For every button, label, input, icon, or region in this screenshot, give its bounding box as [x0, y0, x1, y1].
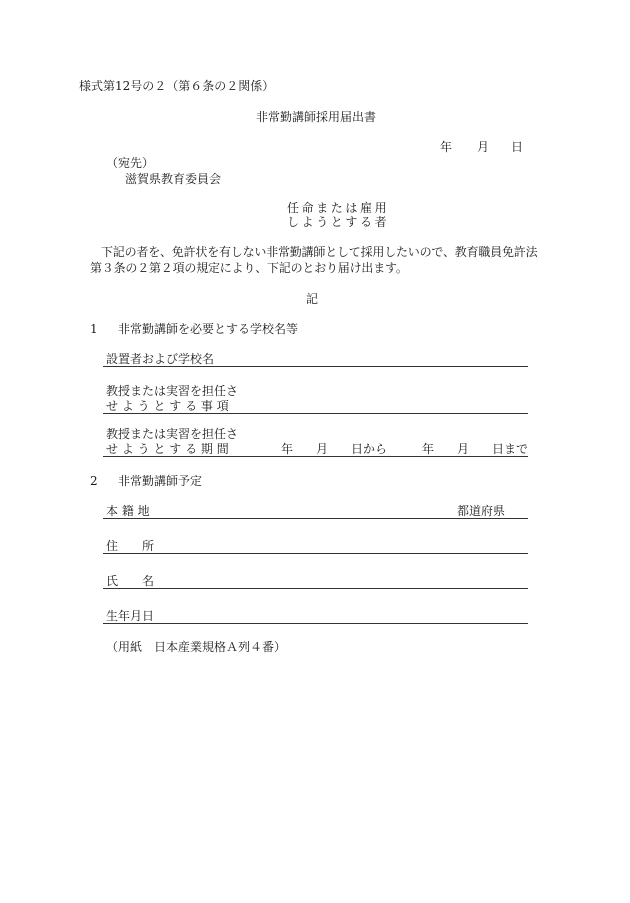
name-label: 氏 名 [106, 574, 155, 588]
period-month-1: 月 [316, 442, 329, 456]
address-line[interactable] [103, 553, 528, 554]
address-label: 住 所 [106, 539, 155, 553]
section1-heading: 非常勤講師を必要とする学校名等 [118, 322, 299, 336]
addressee-label: （宛先） [106, 156, 155, 170]
section2-heading: 非常勤講師予定 [118, 474, 203, 488]
form-number: 様式第12号の２（第６条の２関係） [79, 79, 275, 93]
prefecture-suffix: 都道府県 [457, 504, 506, 518]
school-name-label: 設置者および学校名 [106, 352, 215, 366]
period-year-2: 年 [422, 442, 435, 456]
section1-number: 1 [90, 322, 98, 336]
period-line[interactable] [103, 456, 528, 457]
period-label-line2: せ よ う と す る 期 間 [106, 442, 229, 456]
period-label-line1: 教授または実習を担任さ [106, 427, 239, 441]
honseki-label: 本 籍 地 [106, 504, 150, 518]
period-year-1: 年 [281, 442, 294, 456]
subject-label-line1: 教授または実習を担任さ [106, 384, 239, 398]
body-text-line1: 下記の者を、免許状を有しない非常勤講師として採用したいので、教育職員免許法 [101, 245, 538, 259]
body-text-line2: 第３条の２第２項の規定により、下記のとおり届け出ます。 [90, 261, 408, 275]
date-day: 日 [511, 140, 524, 154]
period-month-2: 月 [457, 442, 470, 456]
period-to: 日まで [492, 442, 529, 456]
date-year: 年 [440, 140, 453, 154]
document-title: 非常勤講師採用届出書 [256, 110, 377, 124]
birthdate-line[interactable] [103, 623, 528, 624]
name-line[interactable] [103, 588, 528, 589]
birthdate-label: 生年月日 [106, 609, 155, 623]
ki-mark: 記 [306, 292, 319, 306]
honseki-line[interactable] [103, 518, 528, 519]
addressee-name: 滋賀県教育委員会 [125, 172, 222, 186]
period-from: 日から [351, 442, 388, 456]
subject-label-line2: せ よ う と す る 事 項 [106, 399, 229, 413]
applicant-label-line2: しようとする者 [287, 215, 390, 229]
paper-size-note: （用紙 日本産業規格Ａ列４番） [106, 640, 287, 654]
section2-number: 2 [90, 474, 98, 488]
applicant-label-line1: 任命または雇用 [287, 201, 390, 215]
school-name-line[interactable] [103, 366, 528, 367]
date-month: 月 [477, 140, 490, 154]
subject-line[interactable] [103, 413, 528, 414]
